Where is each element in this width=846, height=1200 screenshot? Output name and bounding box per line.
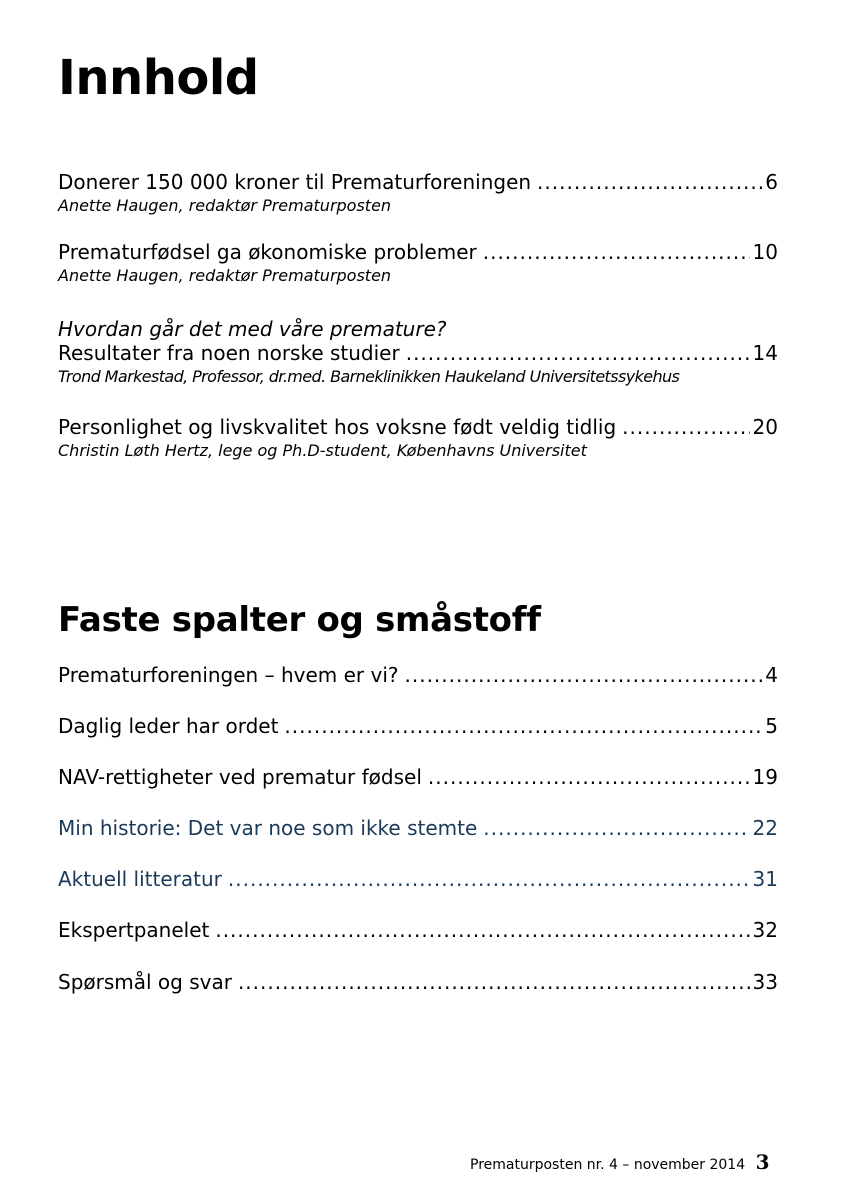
dot-leader (228, 867, 750, 891)
toc-article-1[interactable] (58, 170, 778, 216)
column-title: NAV-rettigheter ved prematur fødsel (58, 765, 422, 789)
dot-leader (622, 415, 749, 439)
section-title: Faste spalter og småstoff (58, 600, 541, 640)
column-page: 33 (752, 970, 778, 994)
article-page: 20 (752, 415, 778, 439)
toc-article-2[interactable] (58, 240, 778, 286)
article-title: Resultater fra noen norske studier (58, 341, 400, 365)
column-title: Daglig leder har ordet (58, 714, 279, 738)
footer-publication: Prematurposten nr. 4 – november 2014 (470, 1157, 746, 1173)
column-page: 22 (752, 816, 778, 840)
dot-leader (238, 970, 750, 994)
dot-leader (428, 765, 750, 789)
article-kicker: Hvordan går det med våre premature? (58, 317, 447, 341)
toc-article-3[interactable] (58, 317, 778, 387)
toc-column-5[interactable] (58, 867, 778, 891)
column-page: 32 (752, 918, 778, 942)
toc-column-1[interactable] (58, 663, 778, 687)
dot-leader (284, 714, 762, 738)
column-page: 4 (765, 663, 778, 687)
dot-leader (537, 170, 762, 194)
toc-column-6[interactable] (58, 918, 778, 942)
column-title: Prematurforeningen – hvem er vi? (58, 663, 399, 687)
column-page: 5 (765, 714, 778, 738)
article-page: 6 (765, 170, 778, 194)
article-title: Donerer 150 000 kroner til Prematurforeningen (58, 170, 532, 194)
article-title: Prematurfødsel ga økonomiske problemer (58, 240, 477, 264)
page-title: Innhold (58, 50, 259, 106)
article-byline: Anette Haugen, redaktør Prematurposten (58, 266, 392, 285)
toc-column-3[interactable] (58, 765, 778, 789)
dot-leader (483, 816, 749, 840)
column-title: Aktuell litteratur (58, 867, 222, 891)
column-page: 19 (752, 765, 778, 789)
article-page: 10 (752, 240, 778, 264)
toc-article-4[interactable] (58, 415, 778, 461)
dot-leader (215, 918, 749, 942)
column-page: 31 (752, 867, 778, 891)
page-footer (470, 1150, 770, 1174)
dot-leader (406, 341, 750, 365)
toc-column-2[interactable] (58, 714, 778, 738)
column-title: Min historie: Det var noe som ikke stemte (58, 816, 478, 840)
footer-page-number: 3 (755, 1150, 770, 1174)
article-byline: Trond Markestad, Professor, dr.med. Barneklinikken Haukeland Universitetssykehus (58, 367, 680, 386)
article-title: Personlighet og livskvalitet hos voksne født veldig tidlig (58, 415, 617, 439)
dot-leader (483, 240, 750, 264)
article-byline: Anette Haugen, redaktør Prematurposten (58, 196, 392, 215)
column-title: Ekspertpanelet (58, 918, 210, 942)
dot-leader (405, 663, 763, 687)
toc-column-4[interactable] (58, 816, 778, 840)
toc-column-7[interactable] (58, 970, 778, 994)
column-title: Spørsmål og svar (58, 970, 232, 994)
article-byline: Christin Løth Hertz, lege og Ph.D-student, Københavns Universitet (58, 441, 587, 460)
article-page: 14 (752, 341, 778, 365)
